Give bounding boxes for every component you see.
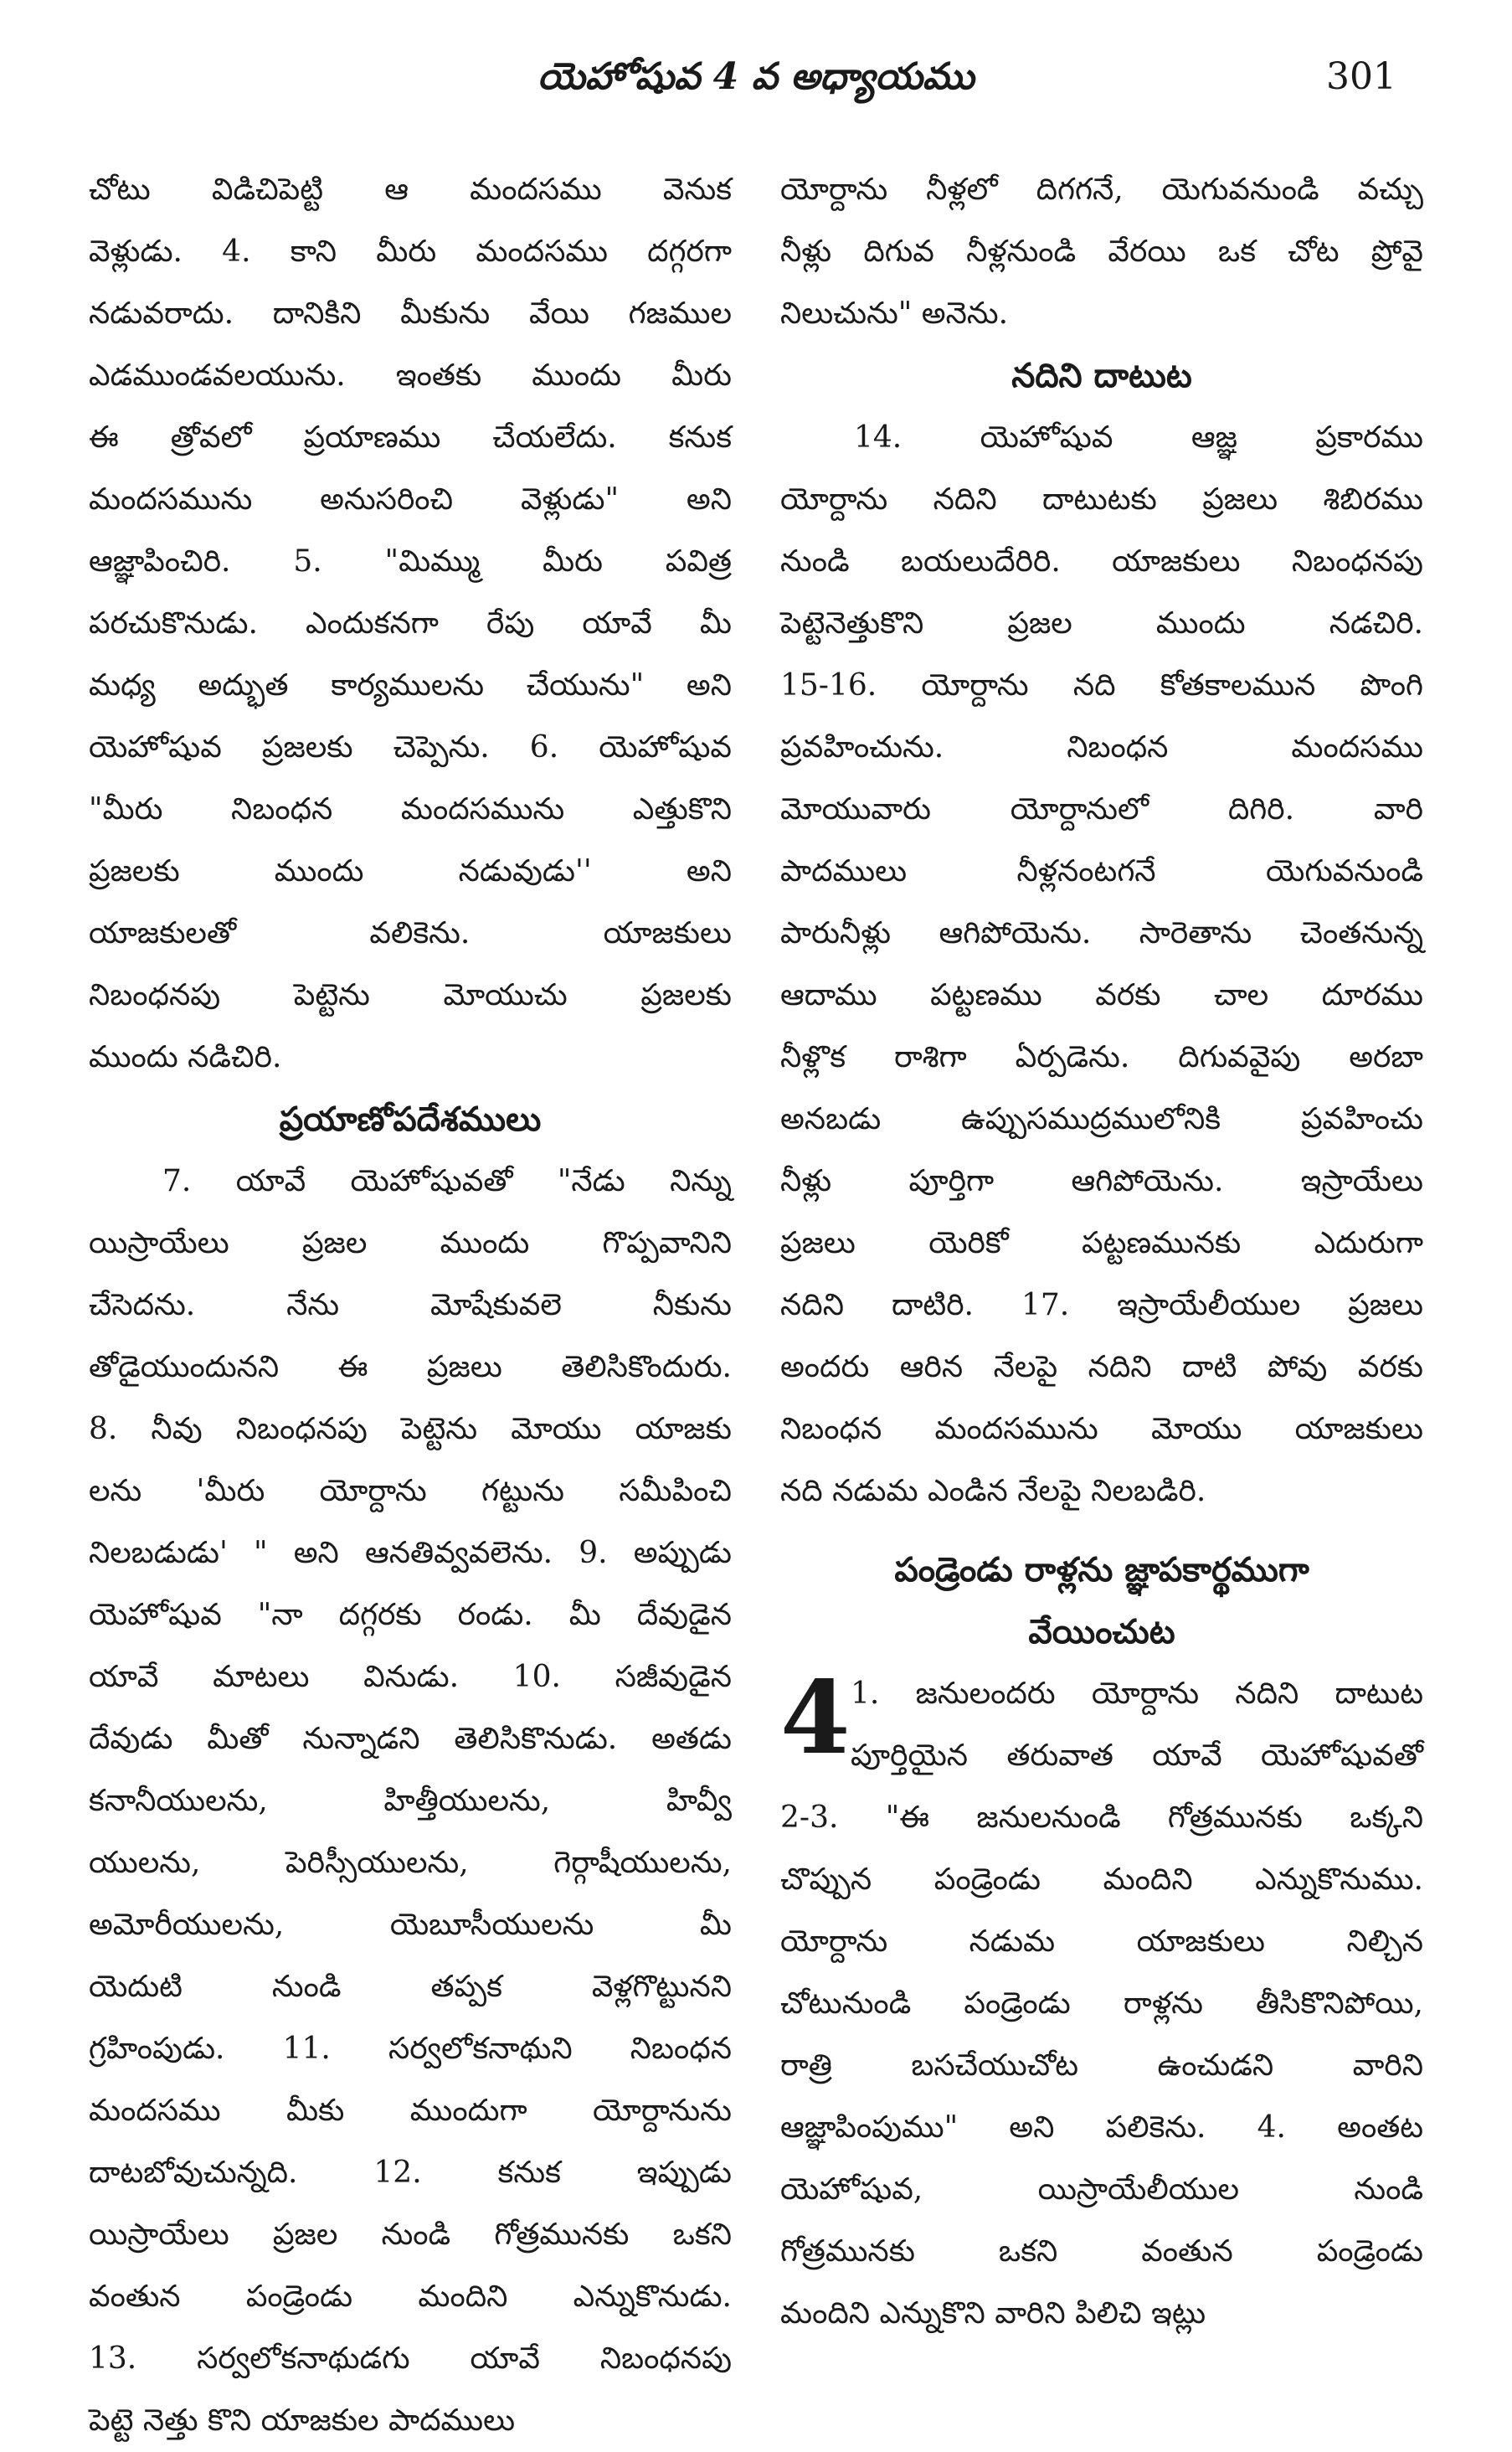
text-line: మందసమును అనుసరించి వెళ్లుడు" అని (89, 482, 732, 517)
paragraph (780, 407, 1423, 1522)
text-line: ఆజ్ఞాపింపుము" అని పలికెను. 4. అంతట (780, 2110, 1423, 2145)
section-heading-line-1: పండ్రెండు రాళ్లను జ్ఞాపకార్థముగా (894, 1550, 1309, 1589)
paragraph (89, 159, 732, 1089)
text-line: లను 'మీరు యోర్దాను గట్టును సమీపించి (89, 1474, 732, 1508)
chapter-opening (780, 1659, 1423, 2345)
text-line: అందరు ఆరిన నేలపై నదిని దాటి పోవు వరకు (780, 1350, 1423, 1384)
text-line: 7. యావే యెహోషువతో "నేడు నిన్ను (162, 1164, 732, 1198)
text-line: గోత్రమునకు ఒకని వంతున పండ్రెండు (780, 2234, 1423, 2269)
text-line: పారునీళ్లు ఆగిపోయెను. సారెతాను చెంతనున్న (780, 916, 1423, 950)
text-line: చోటునుండి పండ్రెండు రాళ్లను తీసికొనిపోయి, (780, 1986, 1423, 2021)
text-line: నిలుచును" అనెను. (780, 296, 1009, 331)
text-line: మధ్య అద్భుత కార్యములను చేయును" అని (89, 668, 732, 703)
text-line: పెట్టె నెత్తు కొని యాజకుల పాదములు (89, 2403, 516, 2438)
text-line: 1. జనులందరు యోర్దాను నదిని దాటుట (851, 1677, 1423, 1711)
paragraph (89, 1151, 732, 2452)
text-line: ప్రజలకు ముందు నడువుడు'' అని (89, 854, 732, 889)
text-line: వంతున పండ్రెండు మందిని ఎన్నుకొనుడు. (89, 2279, 732, 2314)
text-line: చొప్పున పండ్రెండు మందిని ఎన్నుకొనుము. (780, 1862, 1423, 1897)
text-line: "మీరు నిబంధన మందసమును ఎత్తుకొని (89, 792, 732, 827)
text-line: తోడైయుందునని ఈ ప్రజలు తెలిసికొందురు. (89, 1350, 732, 1384)
text-line: నిలబడుడు' " అని ఆనతివ్వవలెను. 9. అప్పుడు (89, 1536, 732, 1570)
page-number: 301 (1326, 55, 1396, 98)
text-line: ప్రజలు యెరికో పట్టణమునకు ఎదురుగా (780, 1226, 1423, 1260)
text-line: నుండి బయలుదేరిరి. యాజకులు నిబంధనపు (780, 544, 1423, 579)
text-line: మందసము మీకు ముందుగా యోర్దానును (89, 2094, 732, 2128)
text-line: మోయువారు యోర్దానులో దిగిరి. వారి (780, 792, 1423, 827)
text-line: నదిని దాటిరి. 17. ఇస్రాయేలీయుల ప్రజలు (780, 1288, 1423, 1322)
text-line: నీళ్లు పూర్తిగా ఆగిపోయెను. ఇస్రాయేలు (780, 1164, 1423, 1198)
text-line: నది నడుమ ఎండిన నేలపై నిలబడిరి. (780, 1474, 1206, 1508)
text-line: ఆదాము పట్టణము వరకు చాల దూరము (780, 978, 1423, 1012)
left-column (89, 159, 732, 2452)
text-line: పరచుకొనుడు. ఎందుకనగా రేపు యావే మీ (89, 606, 732, 641)
text-line: ఈ త్రోవలో ప్రయాణము చేయలేదు. కనుక (89, 420, 732, 455)
text-line: అమోరీయులను, యెబూసీయులను మీ (89, 1908, 732, 1942)
text-line: ప్రవహించును. నిబంధన మందసము (780, 730, 1423, 765)
text-line: కనానీయులను, హిత్తీయులను, హివ్వీ (89, 1784, 732, 1818)
text-line: యిస్రాయేలు ప్రజల ముందు గొప్పవానిని (89, 1226, 732, 1260)
text-line: రాత్రి బసచేయుచోట ఉంచుడని వారిని (780, 2048, 1423, 2083)
text-line: యాజకులతో వలికెను. యాజకులు (89, 916, 732, 950)
text-line: పెట్టెనెత్తుకొని ప్రజల ముందు నడచిరి. (780, 606, 1423, 641)
text-line: యులను, పెరిస్సీయులను, గెర్గాషీయులను, (89, 1846, 732, 1880)
text-line: 15-16. యోర్దాను నది కోతకాలమున పొంగి (780, 668, 1423, 703)
text-line: చోటు విడిచిపెట్టి ఆ మందసము వెనుక (89, 173, 732, 207)
text-line: యెదుటి నుండి తప్పక వెళ్లగొట్టునని (89, 1970, 732, 2004)
text-line: దేవుడు మీతో నున్నాడని తెలిసికొనుడు. అతడు (89, 1722, 732, 1756)
text-line: ఎడముండవలయును. ఇంతకు ముందు మీరు (89, 358, 732, 393)
text-line: 2-3. "ఈ జనులనుండి గోత్రమునకు ఒక్కని (780, 1800, 1423, 1835)
text-line: వెళ్లుడు. 4. కాని మీరు మందసము దగ్గరగా (89, 234, 732, 269)
text-line: చేసెదను. నేను మోషేకువలె నీకును (89, 1288, 732, 1322)
section-heading: నదిని దాటుట (1011, 356, 1192, 395)
text-line: నడువరాదు. దానికిని మీకును వేయి గజముల (89, 296, 732, 331)
text-line: 13. సర్వలోకనాథుడగు యావే నిబంధనపు (89, 2341, 732, 2376)
text-line: పాదములు నీళ్లనంటగనే యెగువనుండి (780, 854, 1423, 889)
paragraph (780, 159, 1423, 345)
text-line: యోర్దాను నదిని దాటుటకు ప్రజలు శిబిరము (780, 482, 1423, 517)
chapter-number: 4 (780, 1659, 851, 1777)
running-header-title: యెహోషువ 4 వ అధ్యాయము (537, 55, 975, 98)
text-line: మందిని ఎన్నుకొని వారిని పిలిచి ఇట్లు (780, 2296, 1206, 2331)
paragraph (780, 1659, 1423, 2345)
text-line: యిస్రాయేలు ప్రజల నుండి గోత్రమునకు ఒకని (89, 2218, 732, 2252)
text-line: దాటబోవుచున్నది. 12. కనుక ఇప్పుడు (89, 2156, 732, 2190)
text-line: యెహోషువ ప్రజలకు చెప్పెను. 6. యెహోషువ (89, 730, 732, 765)
text-line: యోర్దాను నీళ్లలో దిగగనే, యెగువనుండి వచ్చు (780, 173, 1423, 207)
text-line: 8. నీవు నిబంధనపు పెట్టెను మోయు యాజకు (89, 1412, 732, 1446)
text-line: ముందు నడిచిరి. (89, 1040, 282, 1074)
text-line: యోర్దాను నడుమ యాజకులు నిల్చిన (780, 1924, 1423, 1959)
text-line: నిబంధన మందసమును మోయు యాజకులు (780, 1412, 1423, 1446)
right-column (780, 159, 1423, 2345)
text-line: పూర్తియైన తరువాత యావే యెహోషువతో (851, 1739, 1423, 1773)
text-line: యెహోషువ, యిస్రాయేలీయుల నుండి (780, 2172, 1423, 2207)
text-line: యెహోషువ "నా దగ్గరకు రండు. మీ దేవుడైన (89, 1598, 732, 1632)
text-line: యావే మాటలు వినుడు. 10. సజీవుడైన (89, 1660, 732, 1694)
text-line: ఆజ్ఞాపించిరి. 5. "మిమ్ము మీరు పవిత్ర (89, 544, 732, 579)
text-line: నీళ్లు దిగువ నీళ్లనుండి వేరయి ఒక చోట ప్రోవై (780, 234, 1423, 269)
section-heading-line-2: వేయించుట (1028, 1612, 1175, 1651)
text-line: గ్రహింపుడు. 11. సర్వలోకనాథుని నిబంధన (89, 2032, 732, 2066)
section-heading: ప్రయాణోపదేశములు (279, 1100, 542, 1139)
text-line: అనబడు ఉప్పుసముద్రములోనికి ప్రవహించు (780, 1102, 1423, 1136)
text-line: నిబంధనపు పెట్టెను మోయుచు ప్రజలకు (89, 978, 732, 1012)
text-line: నీళ్లొక రాశిగా ఏర్పడెను. దిగువవైపు అరబా (780, 1040, 1423, 1074)
text-line: 14. యెహోషువ ఆజ్ఞ ప్రకారము (854, 420, 1423, 455)
